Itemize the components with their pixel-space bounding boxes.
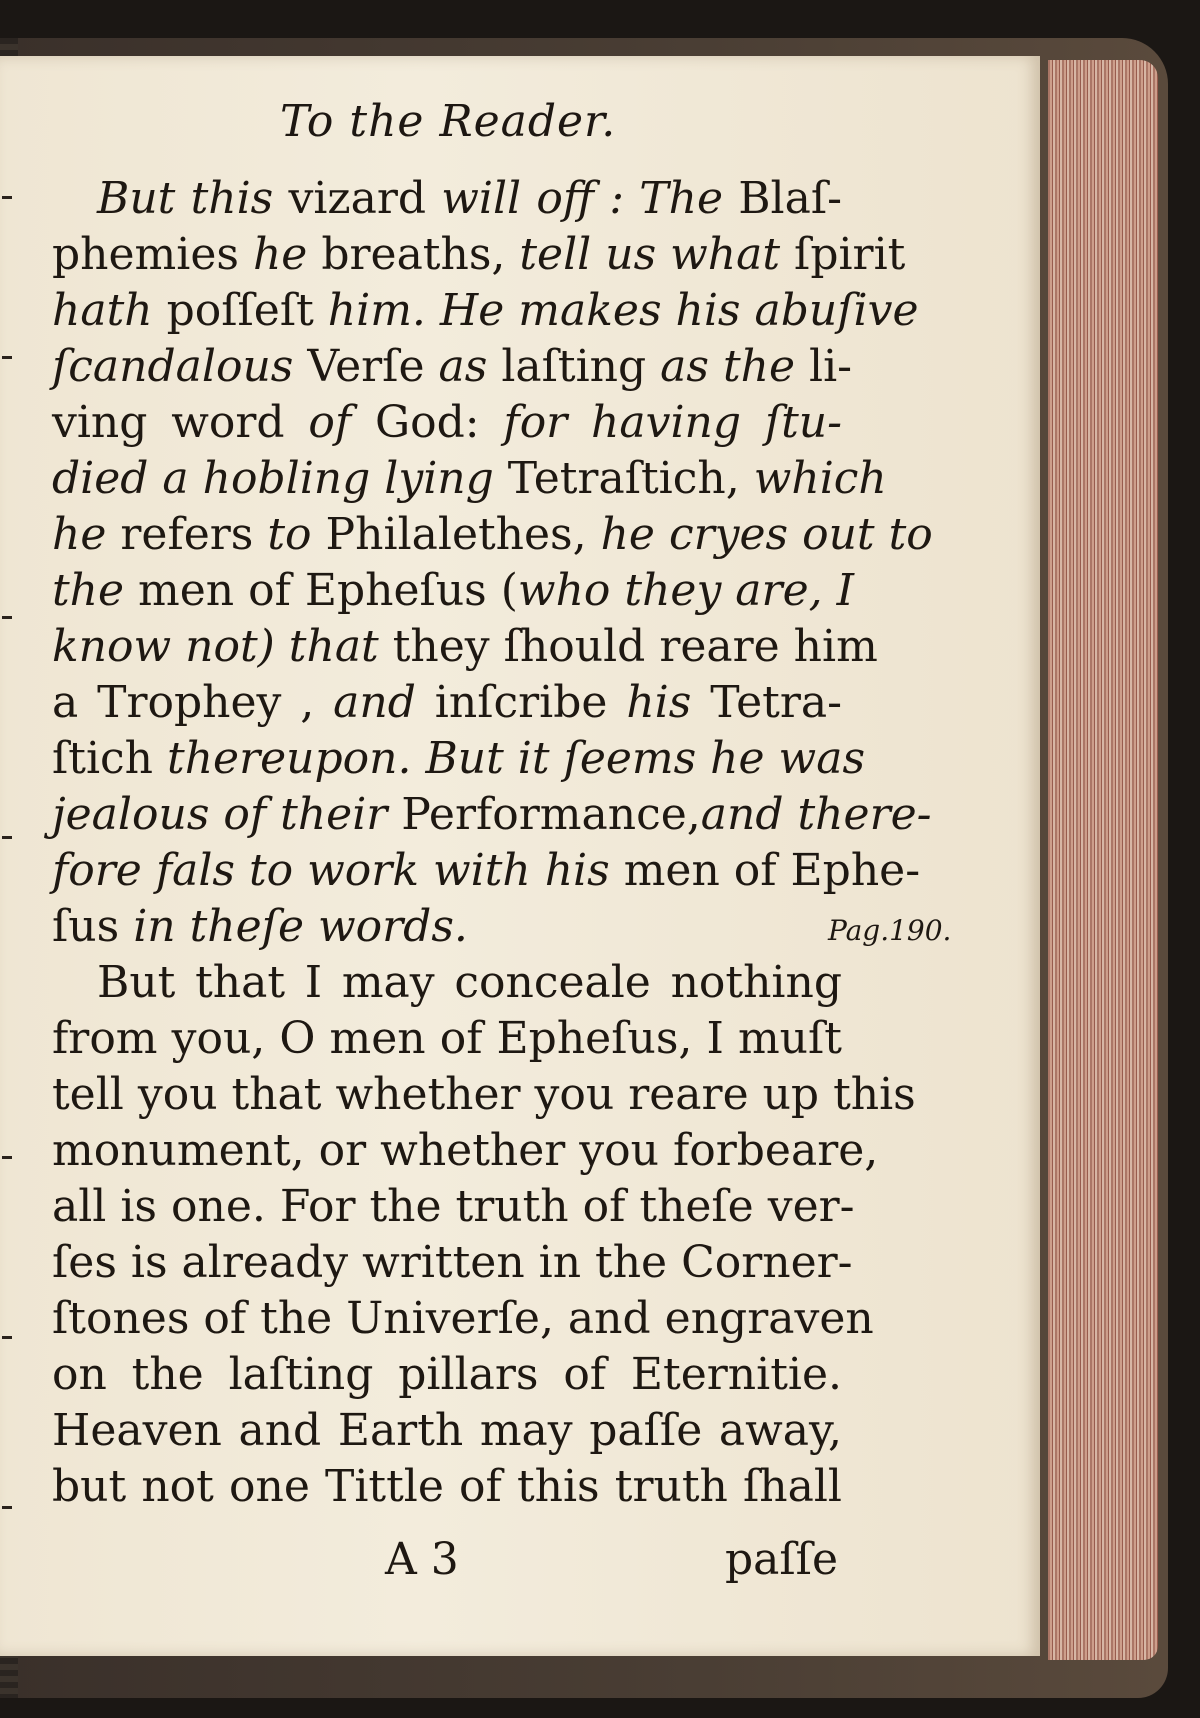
- text-run: ving word: [52, 397, 309, 448]
- text-line: [52, 955, 842, 1011]
- text-line: [52, 1123, 879, 1179]
- text-line: [52, 1347, 842, 1403]
- text-line: [52, 675, 842, 731]
- text-run: to: [267, 509, 326, 560]
- text-run: for having ſtu-: [503, 397, 842, 448]
- text-run: inſcribe: [434, 677, 627, 728]
- margin-tick: [2, 356, 12, 359]
- text-run: him. He makes his abuſive: [327, 285, 919, 336]
- text-run: But that I may conceale nothing: [97, 957, 842, 1008]
- text-run: all is one. For the truth of theſe ver-: [52, 1181, 855, 1232]
- text-run: but not one Tittle of this truth ſhall: [52, 1461, 842, 1512]
- signature-mark: A 3: [385, 1534, 459, 1585]
- text-run: he cryes out to: [600, 509, 933, 560]
- text-run: ſes is already written in the Corner-: [52, 1237, 853, 1288]
- text-run: Tetra-: [710, 677, 842, 728]
- text-line: [52, 787, 932, 843]
- text-line: [52, 395, 842, 451]
- text-run: fore fals to work with his: [52, 845, 624, 896]
- text-run: will off : The: [441, 173, 739, 224]
- margin-tick: [2, 836, 12, 839]
- text-run: he: [252, 229, 322, 280]
- page-edges: [1048, 60, 1158, 1660]
- text-run: li-: [809, 341, 853, 392]
- text-line: [52, 619, 878, 675]
- text-run: God:: [374, 397, 504, 448]
- text-run: phemies: [52, 229, 253, 280]
- text-run: they ſhould reare him: [392, 621, 878, 672]
- text-run: from you, O men of Epheſus, I muſt: [52, 1013, 842, 1064]
- text-run: his: [626, 677, 711, 728]
- text-run: tell you that whether you reare up this: [52, 1069, 916, 1120]
- text-run: Heaven and Earth may paſſe away,: [52, 1405, 842, 1456]
- text-run: the: [52, 565, 139, 616]
- margin-tick: [2, 1506, 12, 1509]
- margin-tick: [2, 616, 12, 619]
- text-run: which: [753, 453, 887, 504]
- catchword: paſſe: [725, 1534, 839, 1585]
- text-run: Blaſ-: [738, 173, 842, 224]
- text-line: [52, 507, 933, 563]
- text-run: Tetraſtich,: [507, 453, 754, 504]
- text-run: ſtich: [52, 733, 168, 784]
- text-run: monument, or whether you forbeare,: [52, 1125, 879, 1176]
- text-run: of: [308, 397, 375, 448]
- text-line: [52, 563, 854, 619]
- text-run: ſus: [52, 901, 134, 952]
- book-page: [0, 56, 1040, 1656]
- text-line: [52, 1011, 842, 1067]
- text-run: and: [333, 677, 435, 728]
- text-run: Performance,: [401, 789, 701, 840]
- text-line: [52, 1403, 842, 1459]
- text-line: [52, 283, 919, 339]
- text-run: who they are, I: [517, 565, 854, 616]
- text-line: [52, 1179, 855, 1235]
- text-run: men of Epheſus (: [138, 565, 518, 616]
- margin-tick: [2, 1156, 12, 1159]
- text-line: [52, 731, 866, 787]
- text-run: vizard: [288, 173, 442, 224]
- text-run: But this: [97, 173, 289, 224]
- text-run: in theſe words.: [133, 901, 468, 952]
- text-run: refers: [120, 509, 268, 560]
- text-line: [52, 451, 887, 507]
- margin-tick: [2, 196, 12, 199]
- text-run: poſſeſt: [166, 285, 328, 336]
- text-run: men of Ephe-: [623, 845, 921, 896]
- text-run: as the: [660, 341, 809, 392]
- text-run: ſcandalous: [52, 341, 308, 392]
- text-line: [52, 227, 906, 283]
- text-line: [52, 1291, 874, 1347]
- text-run: as: [438, 341, 502, 392]
- text-line: [52, 843, 921, 899]
- text-run: breaths,: [321, 229, 520, 280]
- text-run: tell us what: [519, 229, 795, 280]
- text-run: hath: [52, 285, 167, 336]
- text-line: [52, 171, 842, 227]
- text-run: laſting: [501, 341, 661, 392]
- text-line: [52, 339, 853, 395]
- text-run: ſpirit: [794, 229, 906, 280]
- text-run: ſtones of the Univerſe, and engraven: [52, 1293, 874, 1344]
- running-head: To the Reader.: [280, 96, 617, 147]
- book: [0, 38, 1168, 1698]
- text-run: he: [52, 509, 121, 560]
- text-run: and there-: [700, 789, 932, 840]
- text-run: thereupon. But it ſeems he was: [167, 733, 866, 784]
- margin-note-page-ref: Pag.190.: [828, 914, 952, 947]
- text-run: jealous of their: [52, 789, 402, 840]
- text-line: [52, 1067, 916, 1123]
- text-line: [52, 1459, 842, 1515]
- text-run: Verſe: [307, 341, 439, 392]
- text-line: [52, 899, 842, 955]
- margin-tick: [2, 1336, 12, 1339]
- text-run: a Trophey ,: [52, 677, 334, 728]
- text-run: on the laſting pillars of Eternitie.: [52, 1349, 842, 1400]
- text-run: Philalethes,: [325, 509, 601, 560]
- text-run: know not) that: [52, 621, 393, 672]
- text-run: died a hobling lying: [52, 453, 508, 504]
- text-line: [52, 1235, 853, 1291]
